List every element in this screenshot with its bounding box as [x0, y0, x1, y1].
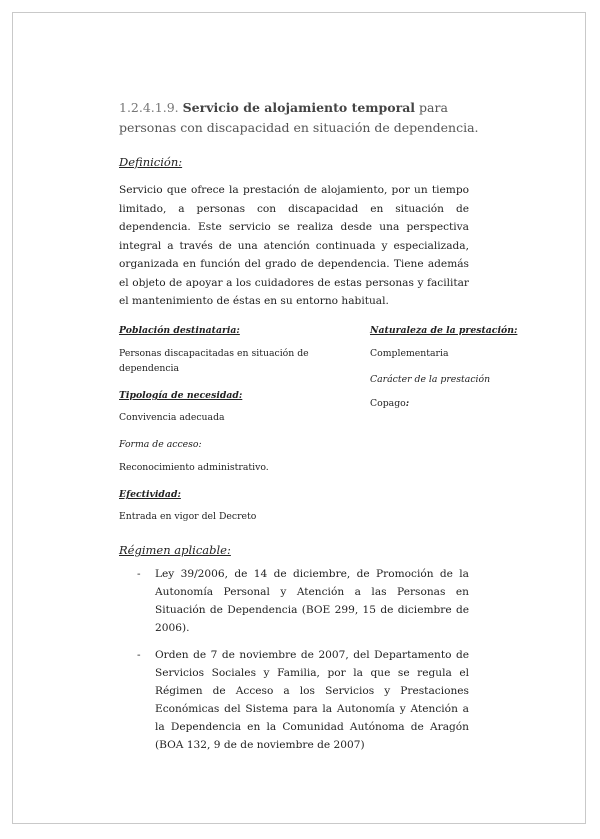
definition-text: Servicio que ofrece la prestación de alojamiento, por un tiempo limitado, a personas con discapacidad en situación de dependencia. Este servicio se realiza desde una perspectiva integral a través de una atención continuada y especializada, organizada en función del grado de dependencia. Tiene además el objeto de apoyar a los cuidadores de estas personas y facilitar el mantenimiento de éstas en su entorno habitual.	[119, 184, 469, 307]
regimen-list	[137, 565, 469, 763]
efectividad-label: Efectividad:	[119, 489, 181, 500]
efectividad-value: Entrada en vigor del Decreto	[119, 511, 257, 522]
regimen-item	[137, 646, 469, 754]
regimen-item-text: Orden de 7 de noviembre de 2007, del Departamento de Servicios Sociales y Familia, por la que se regula el Régimen de Acceso a los Servicios y Prestaciones Económicas del Sistema para la Autonomía y Atención a la Dependencia en la Comunidad Autónoma de Aragón (BOA 132, 9 de de noviembre de 2007)	[155, 649, 469, 751]
tipologia-label: Tipología de necesidad:	[119, 390, 243, 401]
regimen-item	[137, 565, 469, 637]
naturaleza-label: Naturaleza de la prestación:	[370, 325, 518, 336]
list-bullet: -	[137, 649, 141, 661]
poblacion-value: Personas discapacitadas en situación de dependencia	[119, 348, 309, 374]
regimen-title: Régimen aplicable:	[119, 543, 231, 557]
section-number: 1.2.4.1.9.	[119, 100, 179, 115]
copago-colon: :	[405, 398, 410, 409]
section-title-rest: para personas con discapacidad en situación de dependencia.	[119, 100, 479, 135]
copago-text: Copago	[370, 398, 406, 409]
copago-label	[370, 396, 409, 411]
definition-title: Definición:	[119, 155, 183, 169]
acceso-value: Reconocimiento administrativo.	[119, 462, 269, 473]
poblacion-label: Población destinataria:	[119, 325, 240, 336]
acceso-label: Forma de acceso:	[119, 439, 202, 450]
caracter-label: Carácter de la prestación	[370, 374, 491, 385]
naturaleza-value: Complementaria	[370, 348, 449, 359]
list-bullet: -	[137, 568, 141, 580]
tipologia-value: Convivencia adecuada	[119, 412, 225, 423]
regimen-item-text: Ley 39/2006, de 14 de diciembre, de Promoción de la Autonomía Personal y Atención a las Personas en Situación de Dependencia (BOE 299, 15 de diciembre de 2006).	[155, 568, 469, 634]
section-title-bold: Servicio de alojamiento temporal	[182, 100, 416, 115]
section-heading	[119, 98, 479, 138]
